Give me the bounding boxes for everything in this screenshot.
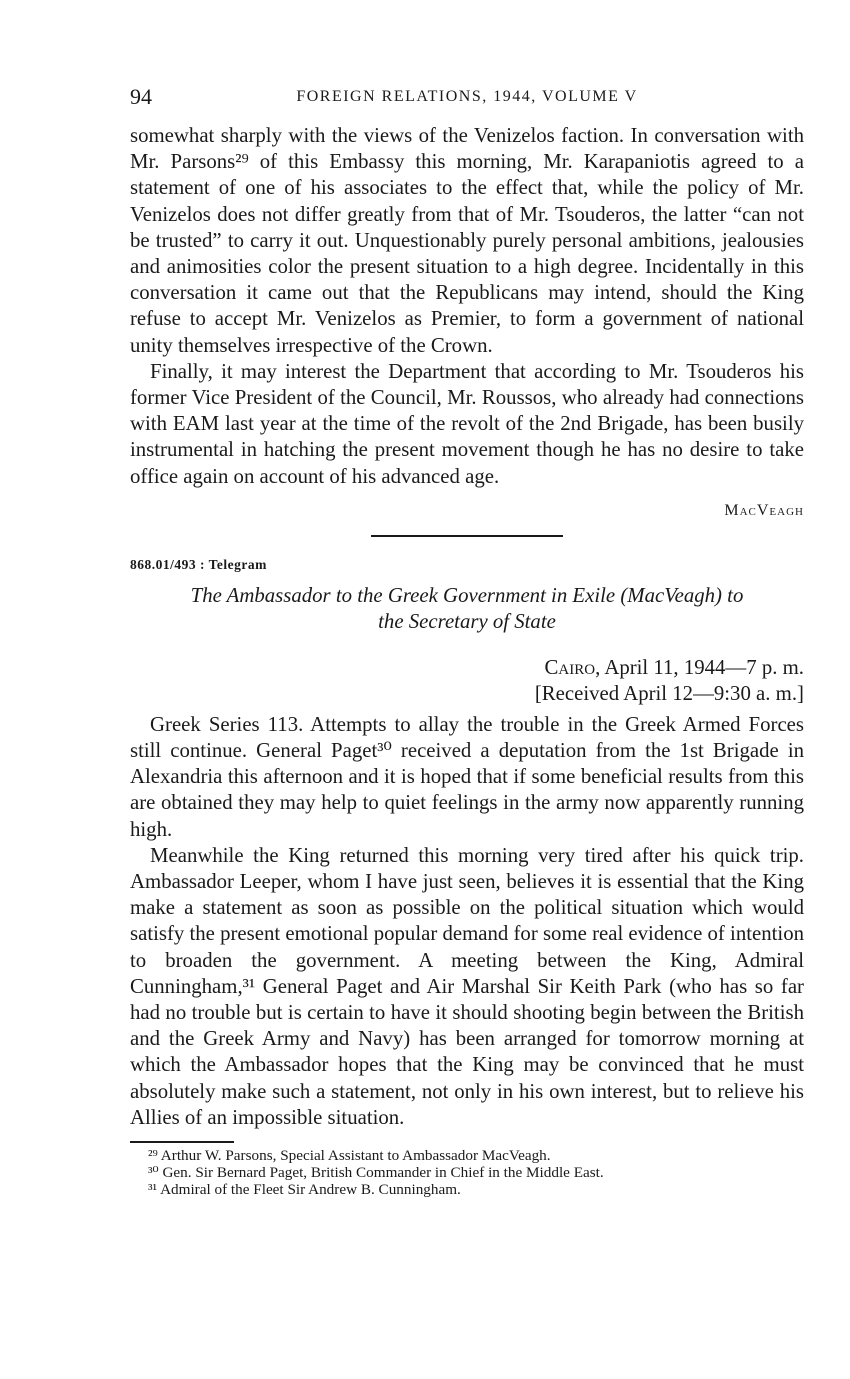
file-reference: 868.01/493 : Telegram — [130, 556, 267, 572]
signature: MacVeagh — [724, 501, 804, 519]
prev-doc-paragraph-1: somewhat sharply with the views of the Venizelos faction. In conversation with Mr. Parsons²⁹ of this Embassy this morning, Mr. Karapaniotis agreed to a statement of one of his associates to the effect that, while the policy of Mr. Venizelos does not differ greatly from that of Mr. Tsouderos, the latter “can not be trusted” to carry it out. Unquestionably purely personal ambitions, jealousies and animosities color the present situation to a high degree. Incidentally in this conversation it came out that the Republicans may intend, should the King refuse to accept Mr. Venizelos as Premier, to form a government of national unity themselves irrespective of the Crown. — [130, 124, 804, 357]
footnotes — [130, 1147, 804, 1198]
document-title-line-2: the Secretary of State — [378, 609, 556, 633]
prev-doc-paragraph-2: Finally, it may interest the Department that according to Mr. Tsouderos his former Vice President of the Council, Mr. Roussos, who already had connections with EAM last year at the time of the revolt of the 2nd Brigade, has been busily instrumental in hatching the present movement though he has no desire to take office again on account of his advanced age. — [130, 359, 804, 488]
footnote-30: ³⁰ Gen. Sir Bernard Paget, British Commander in Chief in the Middle East. — [148, 1163, 604, 1181]
footnote-29: ²⁹ Arthur W. Parsons, Special Assistant to Ambassador MacVeagh. — [148, 1146, 551, 1164]
telegram-paragraph-1: Greek Series 113. Attempts to allay the trouble in the Greek Armed Forces still continue. General Paget³⁰ received a deputation from the 1st Brigade in Alexandria this afternoon and it is hoped that if some beneficial results from this are obtained they may help to quiet feelings in the army now apparently running high. — [130, 712, 804, 841]
dateline — [130, 655, 804, 707]
dateline-date: , April 11, 1944—7 p. m. — [595, 655, 804, 679]
section-divider — [371, 535, 563, 537]
document-title — [130, 583, 804, 635]
dateline-sent — [130, 655, 804, 681]
running-head: FOREIGN RELATIONS, 1944, VOLUME V — [296, 88, 638, 105]
document-title-line-1: The Ambassador to the Greek Government in Exile (MacVeagh) to — [190, 583, 744, 607]
page-number: 94 — [130, 84, 152, 109]
document-page — [130, 80, 804, 1198]
dateline-place: Cairo — [544, 655, 596, 679]
footnote-divider — [130, 1141, 234, 1143]
footnote-31: ³¹ Admiral of the Fleet Sir Andrew B. Cunningham. — [148, 1180, 461, 1198]
page-header — [130, 80, 804, 110]
telegram-paragraph-2: Meanwhile the King returned this morning very tired after his quick trip. Ambassador Leeper, whom I have just seen, believes it is essential that the King make a statement as soon as possible on the political situation which would satisfy the present emotional popular demand for some real evidence of intention to broaden the government. A meeting between the King, Admiral Cunningham,³¹ General Paget and Air Marshal Sir Keith Park (who has so far had no trouble but is certain to have it should shooting begin between the British and the Greek Army and Navy) has been arranged for tomorrow morning at which the Ambassador hopes that the King may be convinced that he must absolutely make such a statement, not only in his own interest, but to relieve his Allies of an impossible situation. — [130, 843, 804, 1129]
dateline-received: [Received April 12—9:30 a. m.] — [534, 681, 804, 705]
